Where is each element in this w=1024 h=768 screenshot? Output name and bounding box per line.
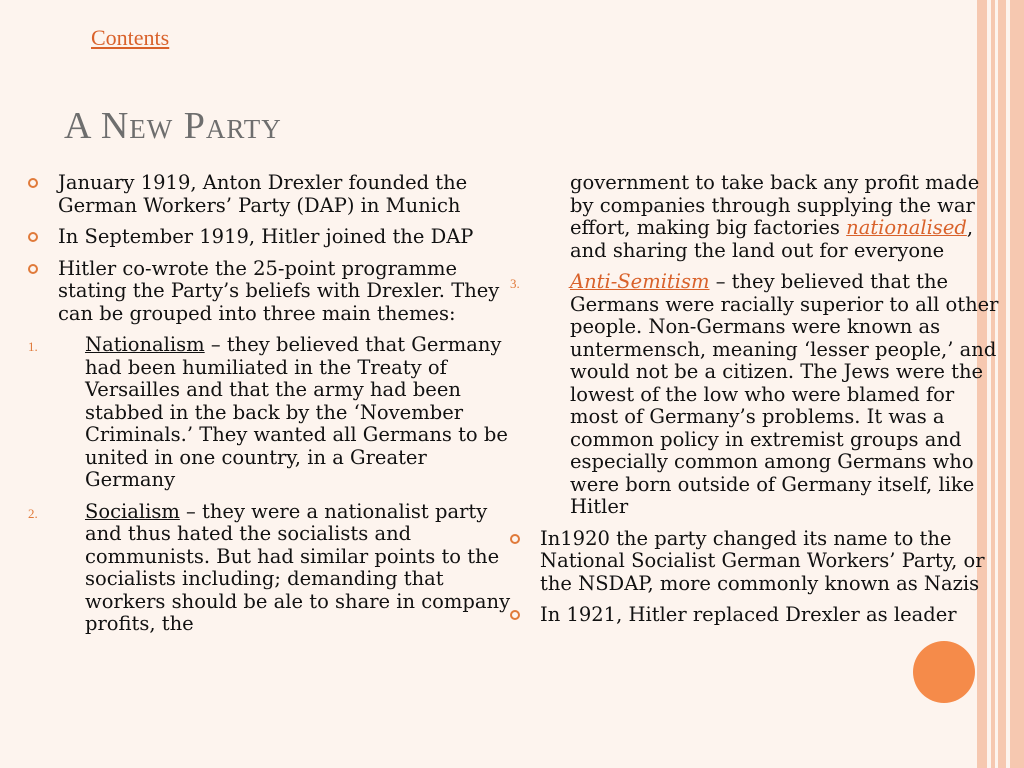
bullet-icon — [510, 610, 520, 620]
bullet-icon — [28, 264, 38, 274]
left-column — [28, 172, 520, 645]
bullet-text: In1920 the party changed its name to the National Socialist German Workers’ Party, or the NSDAP, more commonly known as Nazis — [540, 526, 985, 595]
nationalised-link[interactable]: nationalised — [846, 216, 967, 239]
bullet-icon — [510, 534, 520, 544]
bullet-icon — [28, 178, 38, 188]
contents-link[interactable]: Contents — [91, 25, 170, 50]
bullet-icon — [28, 232, 38, 242]
item-number: 3. — [510, 276, 520, 291]
right-column — [510, 172, 1005, 636]
bullet-item — [510, 604, 1005, 627]
bullet-item — [510, 528, 1005, 596]
decorative-stripe — [1010, 0, 1024, 768]
continued-text — [510, 172, 1005, 262]
decorative-circle — [913, 641, 975, 703]
bullet-item — [28, 172, 520, 217]
term-socialism: Socialism — [85, 499, 180, 523]
item-text: – they believed that the Germans were racially superior to all other people. Non-Germans were known as untermensch, meaning ‘lesser people,’ and would not be a citizen. The Jews were the lowest of the low who were blamed for most of Germany’s problems. It was a common policy in extremist groups and especially common among Germans who were born outside of Germany itself, like Hitler — [570, 270, 999, 518]
numbered-item-nationalism — [28, 334, 520, 492]
item-text: – they believed that Germany had been humiliated in the Treaty of Versailles and that the army had been stabbed in the back by the ‘November Criminals.’ They wanted all Germans to be united in one country, in a Greater Germany — [85, 333, 508, 491]
bullet-item — [28, 226, 520, 249]
continued-text-after: , and sharing the land out for everyone — [570, 216, 974, 262]
numbered-item-socialism — [28, 501, 520, 636]
anti-semitism-link[interactable]: Anti-Semitism — [570, 270, 710, 293]
bullet-text: In 1921, Hitler replaced Drexler as leader — [540, 603, 957, 626]
bullet-item — [28, 258, 520, 326]
item-text: – they were a nationalist party and thus hated the socialists and communists. But had similar points to the socialists including; demanding that workers should be ale to share in company profits, the — [85, 499, 511, 635]
numbered-item-anti-semitism — [510, 271, 1005, 519]
bullet-text: January 1919, Anton Drexler founded the German Workers’ Party (DAP) in Munich — [58, 171, 468, 217]
item-number: 2. — [28, 505, 38, 521]
item-number: 1. — [28, 339, 38, 354]
term-nationalism: Nationalism — [85, 333, 205, 356]
slide-title: A New Party — [64, 105, 282, 147]
continued-text-before: government to take back any profit made by companies through supplying the war effort, making big factories — [570, 171, 980, 239]
bullet-text: In September 1919, Hitler joined the DAP — [58, 225, 474, 248]
bullet-text: Hitler co-wrote the 25-point programme stating the Party’s beliefs with Drexler. They can be grouped into three main themes: — [58, 256, 500, 325]
